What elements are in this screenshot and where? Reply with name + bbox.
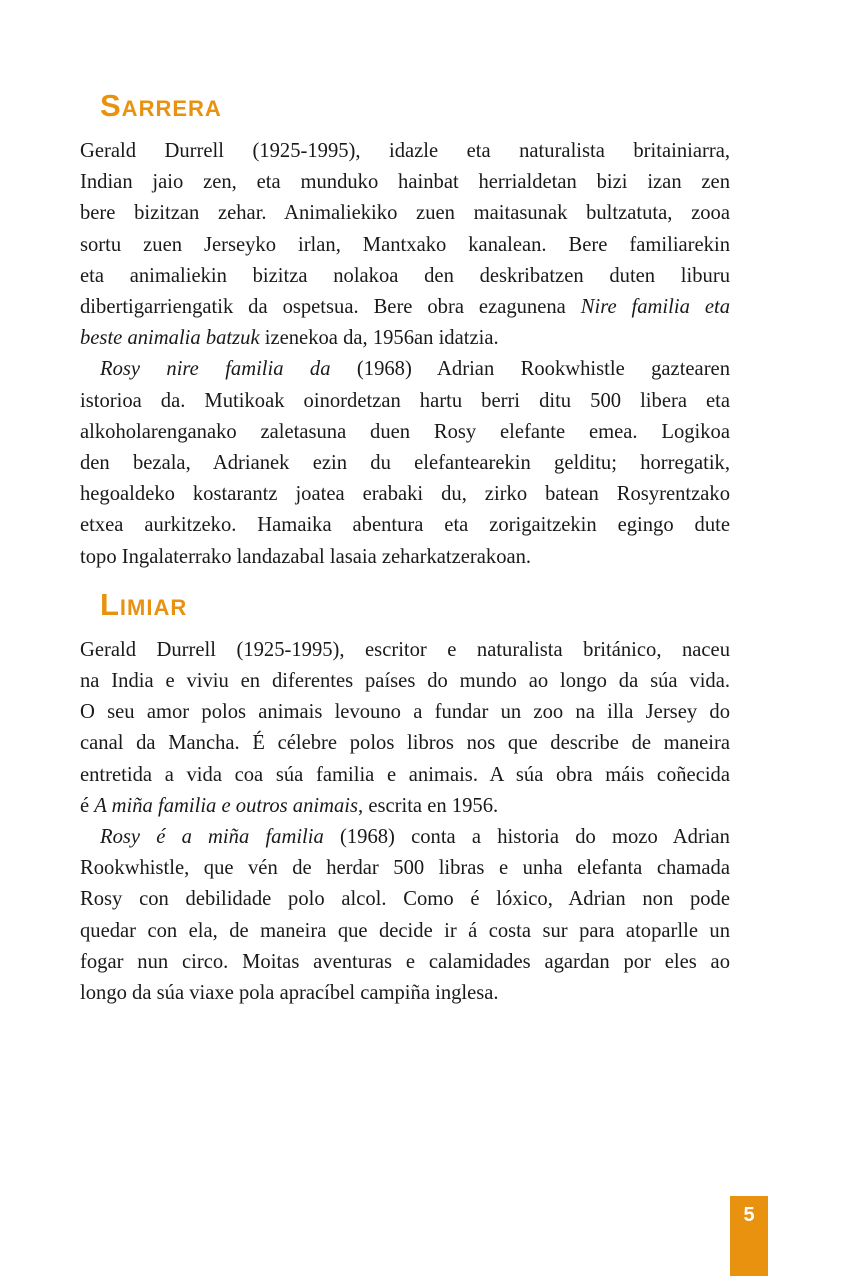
- text-run: dibertigarriengatik da ospetsua. Bere obra ezagunena: [80, 296, 581, 319]
- book-title-italic: Rosy é a miña familia: [100, 826, 324, 849]
- text-line: na India e viviu en diferentes países do mundo ao longo da súa vida.: [80, 670, 730, 693]
- page-number-tab: [730, 1196, 768, 1276]
- text-line: eta animaliekin bizitza nolakoa den deskribatzen duten liburu: [80, 264, 730, 287]
- book-title-italic: Rosy nire familia da: [100, 358, 331, 381]
- text-line: istorioa da. Mutikoak oinordetzan hartu berri ditu 500 libera eta: [80, 389, 730, 412]
- text-line: topo Ingalaterrako landazabal lasaia zeharkatzerakoan.: [80, 545, 532, 568]
- text-line: canal da Mancha. É célebre polos libros nos que describe de maneira: [80, 732, 730, 755]
- text-line: entretida a vida coa súa familia e animais. A súa obra máis coñecida: [80, 763, 730, 786]
- text-line: O seu amor polos animais levouno a fundar un zoo na illa Jersey do: [80, 701, 730, 724]
- text-line: [80, 791, 730, 822]
- text-run: é: [80, 794, 95, 817]
- text-run: (1968) conta a historia do mozo Adrian: [323, 826, 730, 849]
- text-line: Rosy con debilidade polo alcol. Como é lóxico, Adrian non pode: [80, 888, 730, 911]
- text-run: , escrita en 1956.: [358, 794, 499, 817]
- book-title-italic: Nire familia eta: [580, 296, 730, 319]
- text-line: fogar nun circo. Moitas aventuras e calamidades agardan por eles ao: [80, 950, 730, 973]
- text-line: longo da súa viaxe pola apracíbel campiña inglesa.: [80, 982, 499, 1005]
- section-divider-space: [80, 573, 730, 585]
- page-number: 5: [743, 1204, 755, 1226]
- section-heading-sarrera: Sarrera: [100, 88, 222, 123]
- text-line: sortu zuen Jerseyko irlan, Mantxako kanalean. Bere familiarekin: [80, 233, 730, 256]
- section-heading-limiar: Limiar: [100, 586, 188, 622]
- paragraph-sarrera-2: [80, 354, 730, 572]
- text-line: [80, 354, 730, 385]
- text-line: Rookwhistle, que vén de herdar 500 libras e unha elefanta chamada: [80, 857, 730, 880]
- text-line: [80, 292, 730, 323]
- text-line: Gerald Durrell (1925-1995), idazle eta naturalista britainiarra,: [80, 140, 730, 162]
- page-content: [80, 86, 730, 1009]
- text-line: alkoholarenganako zaletasuna duen Rosy elefante emea. Logikoa: [80, 420, 730, 443]
- paragraph-sarrera-1: [80, 136, 730, 354]
- text-line: Gerald Durrell (1925-1995), escritor e naturalista británico, naceu: [80, 638, 730, 661]
- text-line: Indian jaio zen, eta munduko hainbat herrialdetan bizi izan zen: [80, 171, 730, 194]
- text-line: bere bizitzan zehar. Animaliekiko zuen maitasunak bultzatuta, zooa: [80, 202, 730, 225]
- text-line: [80, 822, 730, 853]
- text-line: etxea aurkitzeko. Hamaika abentura eta zorigaitzekin egingo dute: [80, 514, 730, 537]
- text-run: izenekoa da, 1956an idatzia.: [259, 327, 499, 350]
- text-line: hegoaldeko kostarantz joatea erabaki du, zirko batean Rosyrentzako: [80, 483, 730, 506]
- book-title-italic: beste animalia batzuk: [80, 327, 260, 350]
- text-run: (1968) Adrian Rookwhistle gaztearen: [330, 358, 730, 381]
- paragraph-limiar-2: [80, 822, 730, 1009]
- text-line: [80, 323, 730, 354]
- text-line: den bezala, Adrianek ezin du elefantearekin gelditu; horregatik,: [80, 452, 730, 475]
- paragraph-limiar-1: [80, 635, 730, 822]
- book-title-italic: A miña familia e outros animais: [94, 794, 359, 817]
- text-line: quedar con ela, de maneira que decide ir á costa sur para atoparlle un: [80, 919, 730, 942]
